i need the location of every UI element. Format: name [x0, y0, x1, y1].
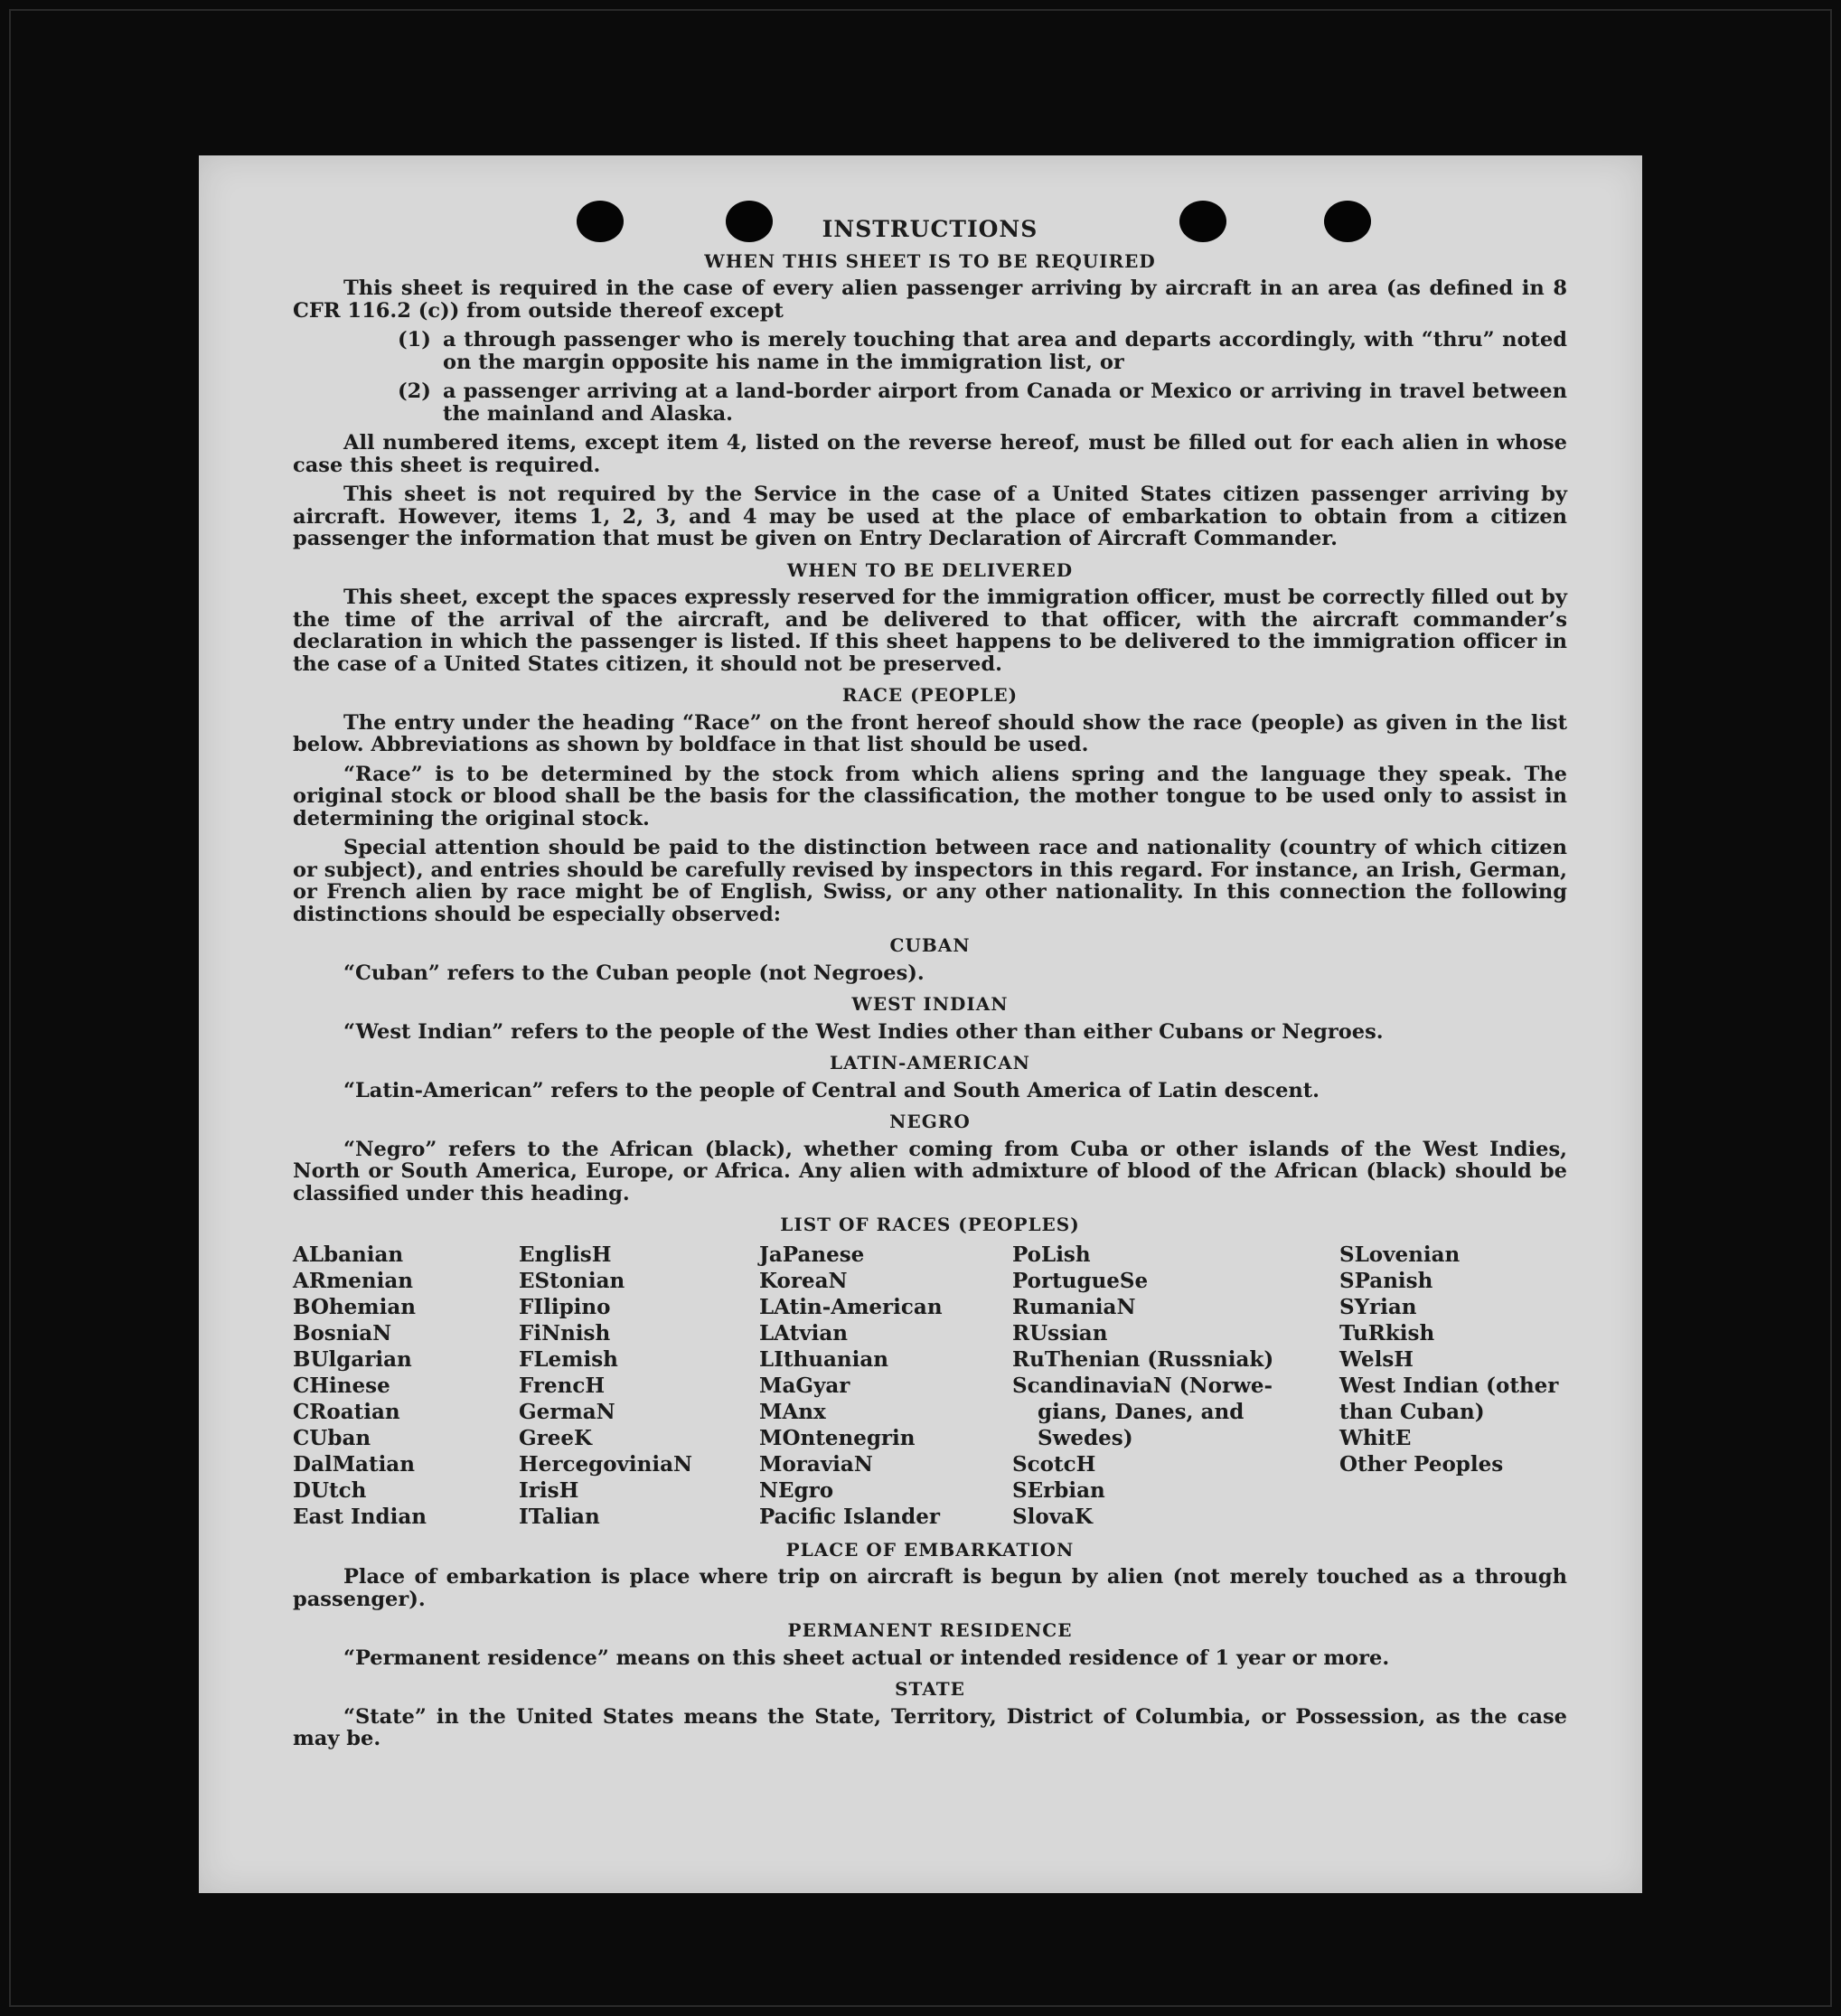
race-entry: SPanish [1339, 1268, 1433, 1293]
race-entry: East Indian [293, 1504, 427, 1529]
race-entry: DalMatian [293, 1451, 415, 1477]
races-list [293, 1242, 1567, 1530]
race-entry: ScotcH [1012, 1451, 1096, 1477]
race-entry: ScandinaviaN (Norwe- [1012, 1373, 1273, 1398]
item-number: (2) [398, 380, 431, 403]
race-entry: West Indian (other [1339, 1373, 1559, 1398]
race-entry: IrisH [519, 1477, 579, 1503]
item-number: (1) [398, 328, 431, 352]
list-item [398, 380, 1567, 425]
race-entry: LAtvian [759, 1320, 848, 1346]
paragraph: “West Indian” refers to the people of the West Indies other than either Cubans or Negroes. [343, 1019, 1384, 1044]
race-entry: FLemish [519, 1346, 618, 1372]
race-entry: BUlgarian [293, 1346, 412, 1372]
race-entry: RuThenian (Russniak) [1012, 1346, 1274, 1372]
race-entry: WelsH [1339, 1346, 1414, 1372]
instructions-body [293, 216, 1567, 1758]
race-entry: NEgro [759, 1477, 834, 1503]
race-entry: PortugueSe [1012, 1268, 1149, 1293]
race-entry: ARmenian [293, 1268, 414, 1293]
race-entry: Swedes) [1038, 1425, 1133, 1450]
instruction-sheet [199, 155, 1642, 1893]
paragraph: “Latin-American” refers to the people of Central and South America of Latin descent. [343, 1078, 1320, 1102]
race-entry: FIlipino [519, 1294, 611, 1319]
race-entry: Pacific Islander [759, 1504, 940, 1529]
race-entry: EStonian [519, 1268, 625, 1293]
race-entry: SErbian [1012, 1477, 1105, 1503]
race-entry: MOntenegrin [759, 1425, 916, 1450]
section-title-delivered: WHEN TO BE DELIVERED [786, 558, 1074, 581]
races-column [1339, 1242, 1567, 1530]
paragraph: “State” in the United States means the State, Territory, District of Columbia, or Possession, as the case may be. [293, 1704, 1567, 1750]
paragraph: The entry under the heading “Race” on the front hereof should show the race (people) as given in the list below. Abbreviations as shown by boldface in that list should be used. [293, 710, 1567, 756]
section-title-west-indian: WEST INDIAN [851, 993, 1009, 1015]
race-entry: LIthuanian [759, 1346, 888, 1372]
section-title-state: STATE [895, 1678, 965, 1700]
races-column [519, 1242, 759, 1530]
race-entry: SYrian [1339, 1294, 1417, 1319]
race-entry: FiNnish [519, 1320, 611, 1346]
paragraph: “Negro” refers to the African (black), whether coming from Cuba or other islands of the West Indies, North or South America, Europe, or Africa. Any alien with admixture of blood of the African (black) should be classified under this heading. [293, 1137, 1567, 1205]
race-entry: KoreaN [759, 1268, 848, 1293]
races-column [759, 1242, 1012, 1530]
race-entry: gians, Danes, and [1038, 1399, 1245, 1424]
races-column [293, 1242, 519, 1530]
section-title-negro: NEGRO [889, 1111, 971, 1132]
race-entry: PoLish [1012, 1242, 1091, 1267]
races-column [1012, 1242, 1339, 1530]
section-title-residence: PERMANENT RESIDENCE [787, 1619, 1073, 1641]
race-entry: GreeK [519, 1425, 593, 1450]
section-title-embarkation: PLACE OF EMBARKATION [785, 1538, 1075, 1561]
paragraph: “Permanent residence” means on this sheet actual or intended residence of 1 year or more. [343, 1646, 1390, 1670]
race-entry: LAtin-American [759, 1294, 943, 1319]
race-entry: Other Peoples [1339, 1451, 1504, 1477]
race-entry: JaPanese [759, 1242, 865, 1267]
race-entry: SlovaK [1012, 1504, 1093, 1529]
paragraph: “Race” is to be determined by the stock from which aliens spring and the language they speak. The original stock or blood shall be the basis for the classification, the mother tongue to be used only to assist in determining the original stock. [293, 762, 1567, 830]
paragraph: This sheet, except the spaces expressly reserved for the immigration officer, must be correctly filled out by the time of the arrival of the aircraft, and be delivered to that officer, with the aircraft commander’s declaration in which the passenger is listed. If this sheet happens to be delivered to the immigration officer in the case of a United States citizen, it should not be preserved. [293, 586, 1567, 676]
race-entry: than Cuban) [1339, 1399, 1485, 1424]
race-entry: RumaniaN [1012, 1294, 1136, 1319]
paragraph: “Cuban” refers to the Cuban people (not Negroes). [343, 961, 925, 985]
paragraph: This sheet is not required by the Service in the case of a United States citizen passenger arriving by aircraft. However, items 1, 2, 3, and 4 may be used at the place of embarkation to obtain from a citizen passenger the information that must be given on Entry Declaration of Aircraft Commander. [293, 483, 1567, 550]
race-entry: EnglisH [519, 1242, 612, 1267]
race-entry: ITalian [519, 1504, 600, 1529]
race-entry: BosniaN [293, 1320, 392, 1346]
item-text: a through passenger who is merely touching that area and departs accordingly, with “thru” noted on the margin opposite his name in the immigration list, or [443, 328, 1567, 374]
section-title-cuban: CUBAN [889, 934, 971, 956]
race-entry: TuRkish [1339, 1320, 1435, 1346]
paragraph: Special attention should be paid to the distinction between race and nationality (country of which citizen or subject), and entries should be carefully revised by inspectors in this regard. For instance, an Irish, German, or French alien by race might be of English, Swiss, or any other nationality. In this connection the following distinctions should be especially observed: [293, 836, 1567, 926]
race-entry: ALbanian [293, 1242, 404, 1267]
section-title-latin-american: LATIN-AMERICAN [830, 1052, 1030, 1074]
race-entry: MoraviaN [759, 1451, 873, 1477]
paragraph: Place of embarkation is place where trip on aircraft is begun by alien (not merely touched as a through passenger). [293, 1565, 1567, 1611]
page-title: INSTRUCTIONS [822, 216, 1038, 242]
race-entry: RUssian [1012, 1320, 1108, 1346]
section-title-list: LIST OF RACES (PEOPLES) [780, 1214, 1080, 1235]
race-entry: CRoatian [293, 1399, 400, 1424]
paragraph: This sheet is required in the case of every alien passenger arriving by aircraft in an area (as defined in 8 CFR 116.2 (c)) from outside thereof except [293, 277, 1567, 323]
paragraph: All numbered items, except item 4, listed on the reverse hereof, must be filled out for each alien in whose case this sheet is required. [293, 431, 1567, 477]
item-text: a passenger arriving at a land-border airport from Canada or Mexico or arriving in travel between the mainland and Alaska. [443, 380, 1567, 426]
section-title-race: RACE (PEOPLE) [841, 684, 1019, 706]
race-entry: MAnx [759, 1399, 826, 1424]
race-entry: DUtch [293, 1477, 367, 1503]
race-entry: CHinese [293, 1373, 390, 1398]
race-entry: HercegoviniaN [519, 1451, 693, 1477]
race-entry: SLovenian [1339, 1242, 1461, 1267]
race-entry: GermaN [519, 1399, 615, 1424]
list-item [398, 329, 1567, 373]
section-title-required: WHEN THIS SHEET IS TO BE REQUIRED [704, 249, 1156, 272]
race-entry: CUban [293, 1425, 371, 1450]
race-entry: FrencH [519, 1373, 606, 1398]
race-entry: MaGyar [759, 1373, 850, 1398]
race-entry: WhitE [1339, 1425, 1412, 1450]
race-entry: BOhemian [293, 1294, 416, 1319]
